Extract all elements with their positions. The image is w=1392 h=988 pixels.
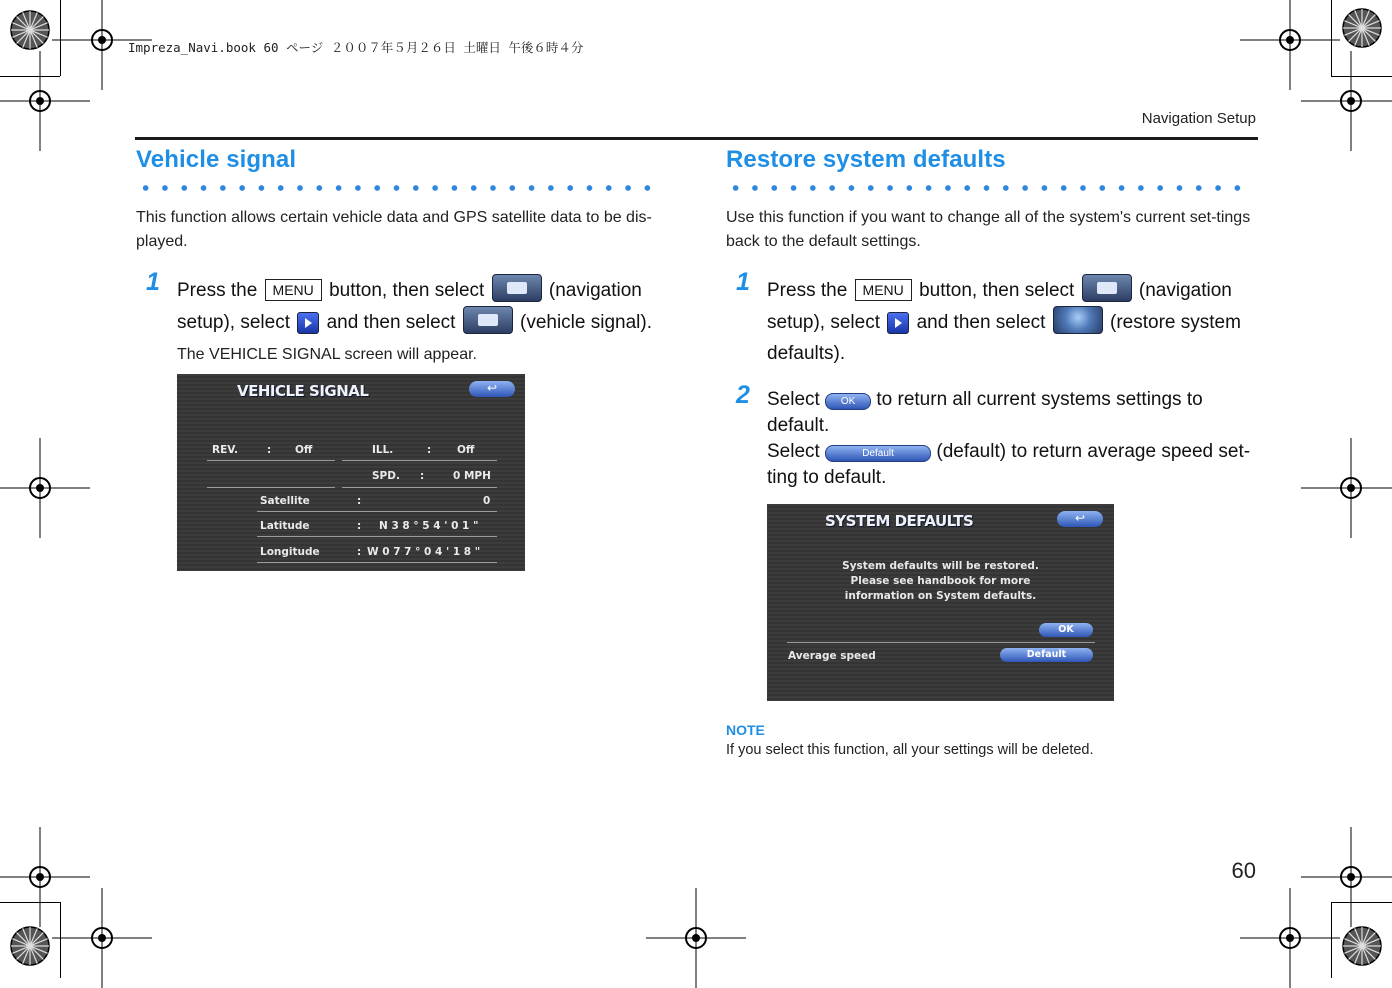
satellite-value: 0 <box>483 495 491 507</box>
spd-label: SPD. <box>372 470 400 482</box>
dotted-divider <box>726 184 1248 192</box>
registration-mark-icon <box>0 51 90 151</box>
section-title: Restore system defaults <box>726 146 1006 173</box>
latitude-label: Latitude <box>260 520 310 532</box>
step-number: 1 <box>146 268 160 296</box>
step-2 <box>726 381 1266 491</box>
registration-mark-icon <box>1301 438 1392 538</box>
restore-defaults-icon <box>1053 306 1103 334</box>
registration-mark-icon <box>0 438 90 538</box>
vehicle-signal-icon <box>463 306 513 334</box>
longitude-colon: : <box>357 546 362 558</box>
ok-button[interactable]: OK <box>1039 623 1093 637</box>
navigation-setup-icon <box>492 274 542 302</box>
color-target-icon <box>10 10 50 50</box>
intro-text: This function allows certain vehicle data and GPS satellite data to be dis-played. <box>136 209 652 250</box>
registration-mark-icon <box>1240 888 1340 988</box>
next-arrow-icon <box>297 312 319 334</box>
color-target-icon <box>10 926 50 966</box>
screen-title: VEHICLE SIGNAL <box>237 382 369 400</box>
dotted-divider <box>136 184 658 192</box>
note-text: If you select this function, all your settings will be deleted. <box>726 742 1094 758</box>
average-speed-label: Average speed <box>788 650 876 662</box>
satellite-colon: : <box>357 495 362 507</box>
back-button[interactable]: ↩ <box>469 381 515 397</box>
intro-text: Use this function if you want to change all of the system's current set-tings back to the default settings. <box>726 209 1251 250</box>
registration-mark-icon <box>52 888 152 988</box>
step-number: 1 <box>736 268 750 296</box>
ill-colon: : <box>427 444 432 456</box>
step-1 <box>726 268 1266 369</box>
page-number: 60 <box>1231 858 1256 883</box>
spd-value: 0 MPH <box>453 470 491 482</box>
color-target-icon <box>1342 926 1382 966</box>
message-line-2: Please see handbook for more <box>850 575 1031 587</box>
menu-key: MENU <box>265 279 322 301</box>
restore-defaults-section <box>726 146 1266 491</box>
default-button-image: Default <box>825 445 931 462</box>
section-header: Navigation Setup <box>1141 110 1256 127</box>
spd-colon: : <box>420 470 425 482</box>
note <box>726 722 1266 758</box>
registration-mark-icon <box>646 888 746 988</box>
navigation-setup-icon <box>1082 274 1132 302</box>
latitude-colon: : <box>357 520 362 532</box>
menu-key: MENU <box>855 279 912 301</box>
latitude-value: N 3 8 ° 5 4 ' 0 1 " <box>379 520 479 532</box>
step-number: 2 <box>736 381 750 409</box>
note-title: NOTE <box>726 722 765 738</box>
vehicle-signal-section <box>136 146 676 364</box>
step-text: Select OK to return all current systems settings to default. Select Default (default) to return average speed set-ting to default. <box>767 389 1251 488</box>
next-arrow-icon <box>887 312 909 334</box>
vehicle-signal-screen <box>177 374 525 571</box>
message-line-1: System defaults will be restored. <box>842 560 1039 572</box>
longitude-label: Longitude <box>260 546 320 558</box>
section-title: Vehicle signal <box>136 146 297 173</box>
rev-value: Off <box>295 444 313 456</box>
screen-title: SYSTEM DEFAULTS <box>825 512 974 530</box>
rev-label: REV. <box>212 444 239 456</box>
registration-mark-icon <box>1301 51 1392 151</box>
step-result-text: The VEHICLE SIGNAL screen will appear. <box>177 346 477 363</box>
system-defaults-screen <box>767 504 1114 701</box>
header-rule <box>135 137 1258 140</box>
ill-value: Off <box>457 444 475 456</box>
back-button[interactable]: ↩ <box>1057 511 1103 527</box>
color-target-icon <box>1342 8 1382 48</box>
step-text: Press the MENU button, then select (navigation setup), select and then select (restore system defaults). <box>767 274 1266 369</box>
file-header: Impreza_Navi.book 60 ページ ２００７年５月２６日 土曜日 午後６時４分 <box>128 40 584 55</box>
message-line-3: information on System defaults. <box>844 590 1037 602</box>
rev-colon: : <box>267 444 272 456</box>
ok-button-image: OK <box>825 393 871 410</box>
satellite-label: Satellite <box>260 495 310 507</box>
longitude-value: W 0 7 7 ° 0 4 ' 1 8 " <box>367 546 481 558</box>
default-button[interactable]: Default <box>1000 648 1093 662</box>
ill-label: ILL. <box>372 444 394 456</box>
step-text: Press the MENU button, then select (navigation setup), select and then select (vehicle signal). <box>177 274 676 338</box>
step-1 <box>136 268 676 364</box>
